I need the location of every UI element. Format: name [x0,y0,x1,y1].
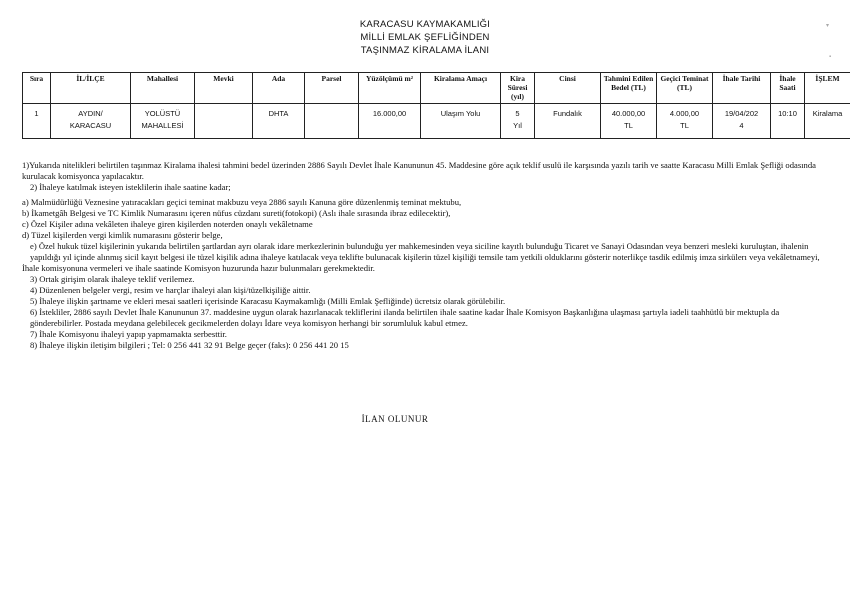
sure-line-2: Yıl [513,121,522,130]
bedel-line-2: TL [624,121,633,130]
corner-mark-2: ▪ [829,54,832,60]
paragraph-4: 4) Düzenlenen belgeler vergi, resim ve harçlar ihaleyi alan kişi/tüzelkişiliğe aittir. [30,285,311,295]
cell-parsel [305,104,359,139]
cell-ihale-tarihi [713,104,771,139]
mahalle-line-2: MAHALLESİ [141,121,184,130]
col-cinsi: Cinsi [535,73,601,104]
announcement-body [22,160,830,351]
cell-mahallesi [131,104,195,139]
bedel-line-1: 40.000,00 [611,109,646,118]
col-mevki: Mevki [195,73,253,104]
col-ihale-saati: İhale Saati [771,73,805,104]
col-yuzolcumu: Yüzölçümü m² [359,73,421,104]
col-islem: İŞLEM [805,73,850,104]
paragraph-b: b) İkametgâh Belgesi ve TC Kimlik Numarasını içeren nüfus cüzdanı sureti(fotokopi) (Aslı ihale sırasında ibraz edilecektir), [22,208,451,218]
closing-statement: İLAN OLUNUR [361,414,429,424]
paragraph-7: 7) İhale Komisyonu ihaleyi yapıp yapmamakta serbesttir. [30,329,227,339]
col-parsel: Parsel [305,73,359,104]
cell-ihale-saati: 10:10 [771,104,805,139]
cell-yuzolcumu: 16.000,00 [359,104,421,139]
il-ilce-line-1: AYDIN/ [78,109,103,118]
cell-gecici-teminat [657,104,713,139]
table-row [23,104,850,139]
header-line-2: MİLLİ EMLAK ŞEFLİĞİNDEN [360,32,490,43]
col-il-ilce: İL/İLÇE [51,73,131,104]
paragraph-e: e) Özel hukuk tüzel kişilerinin yukarıda belirtilen şartlardan ayrı olarak idare merkezlerinin bulunduğu yer mahkemesinden veya siciline kayıtlı bulunduğu Ticaret ve Sanayi Odasından veya benzeri mesleki kuruluştan, ihalenin yapıldığı yıl içinde alınmış sicil kayıt belgesi ile tüzel kişilik adına ihaleye katılacak veya teklifte bulunacak kişilerin tüzel kişiliği temsile tam yetkili olduklarını gösterir noterlikçe tasdik edilmiş imza sirkülerı veya vekâletnameyi, [30,241,820,262]
paragraph-a: a) Malmüdürlüğü Veznesine yatıracakları geçici teminat makbuzu veya 2886 sayılı Kanuna göre düzenlenmiş teminat mektubu, [22,197,462,207]
col-ada: Ada [253,73,305,104]
paragraph-5: 5) İhaleye ilişkin şartname ve ekleri mesai saatleri içerisinde Karacasu Kaymakamlığı (Milli Emlak Şefliğinde) ücretsiz olarak görülebilir. [30,296,506,306]
paragraph-3: 3) Ortak girişim olarak ihaleye teklif verilemez. [30,274,195,284]
paragraph-6: 6) İstekliler, 2886 sayılı Devlet İhale Kanununun 37. maddesine uygun olarak hazırlanacak tekliflerini ilanda belirtilen ihale saatine kadar İhale Komisyon Başkanlığına ulaşması şartıyla iadeli taahhütlü bir mektupla da gönderebilirler. Postada meydana gelebilecek gecikmelerden dolayı İdare veya komisyon herhangi bir sorumluluk kabul etmez. [30,307,780,328]
col-kira-suresi: Kira Süresi (yıl) [501,73,535,104]
header-line-1: KARACASU KAYMAKAMLIĞI [359,19,491,30]
paragraph-1: 1)Yukarıda nitelikleri belirtilen taşınmaz Kiralama ihalesi tahmini bedel üzerinden 2886 Sayılı Devlet İhale Kanununun 45. Maddesine göre açık teklif usulü ile karşısında yazılı tarih ve saatte Karacasu Milli Emlak Şefliği odasında kurulacak komisyonca yapılacaktır. [22,160,816,181]
col-kiralama-amaci: Kiralama Amaçı [421,73,501,104]
paragraph-e-2: İhale komisyonuna vermeleri ve ihale saatinde Komisyon huzurunda hazır bulunmaları gerekmektedir. [22,263,375,273]
paragraph-8: 8) İhaleye ilişkin iletişim bilgileri ; Tel: 0 256 441 32 91 Belge geçer (faks): 0 256 441 20 15 [30,340,349,350]
col-gecici-teminat: Geçici Teminat (TL) [657,73,713,104]
tarih-line-1: 19/04/202 [724,109,759,118]
col-ihale-tarihi: İhale Tarihi [713,73,771,104]
mahalle-line-1: YOLÜSTÜ [144,109,181,118]
sure-line-1: 5 [515,109,520,118]
document-header [0,18,850,57]
col-tahmini-bedel: Tahmini Edilen Bedel (TL) [601,73,657,104]
cell-tahmini-bedel [601,104,657,139]
cell-sira: 1 [23,104,51,139]
cell-mevki [195,104,253,139]
teminat-line-2: TL [680,121,689,130]
cell-kiralama-amaci: Ulaşım Yolu [421,104,501,139]
cell-il-ilce [51,104,131,139]
corner-mark: ▾ [826,23,830,29]
cell-kira-suresi [501,104,535,139]
paragraph-2: 2) İhaleye katılmak isteyen isteklilerin ihale saatine kadar; [30,182,231,192]
lease-table [22,72,850,139]
table-header-row [23,73,850,104]
cell-cinsi: Fundalık [535,104,601,139]
col-mahallesi: Mahallesi [131,73,195,104]
il-ilce-line-2: KARACASU [69,121,112,130]
cell-islem: Kiralama [805,104,850,139]
col-sira: Sıra [23,73,51,104]
paragraph-d: d) Tüzel kişilerden vergi kimlik numarasını gösterir belge, [22,230,223,240]
tarih-line-2: 4 [739,121,744,130]
header-line-3: TAŞINMAZ KİRALAMA İLANI [360,45,490,56]
paragraph-c: c) Özel Kişiler adına vekâleten ihaleye giren kişilerden noterden onaylı vekâletname [22,219,313,229]
teminat-line-1: 4.000,00 [669,109,700,118]
cell-ada: DHTA [253,104,305,139]
